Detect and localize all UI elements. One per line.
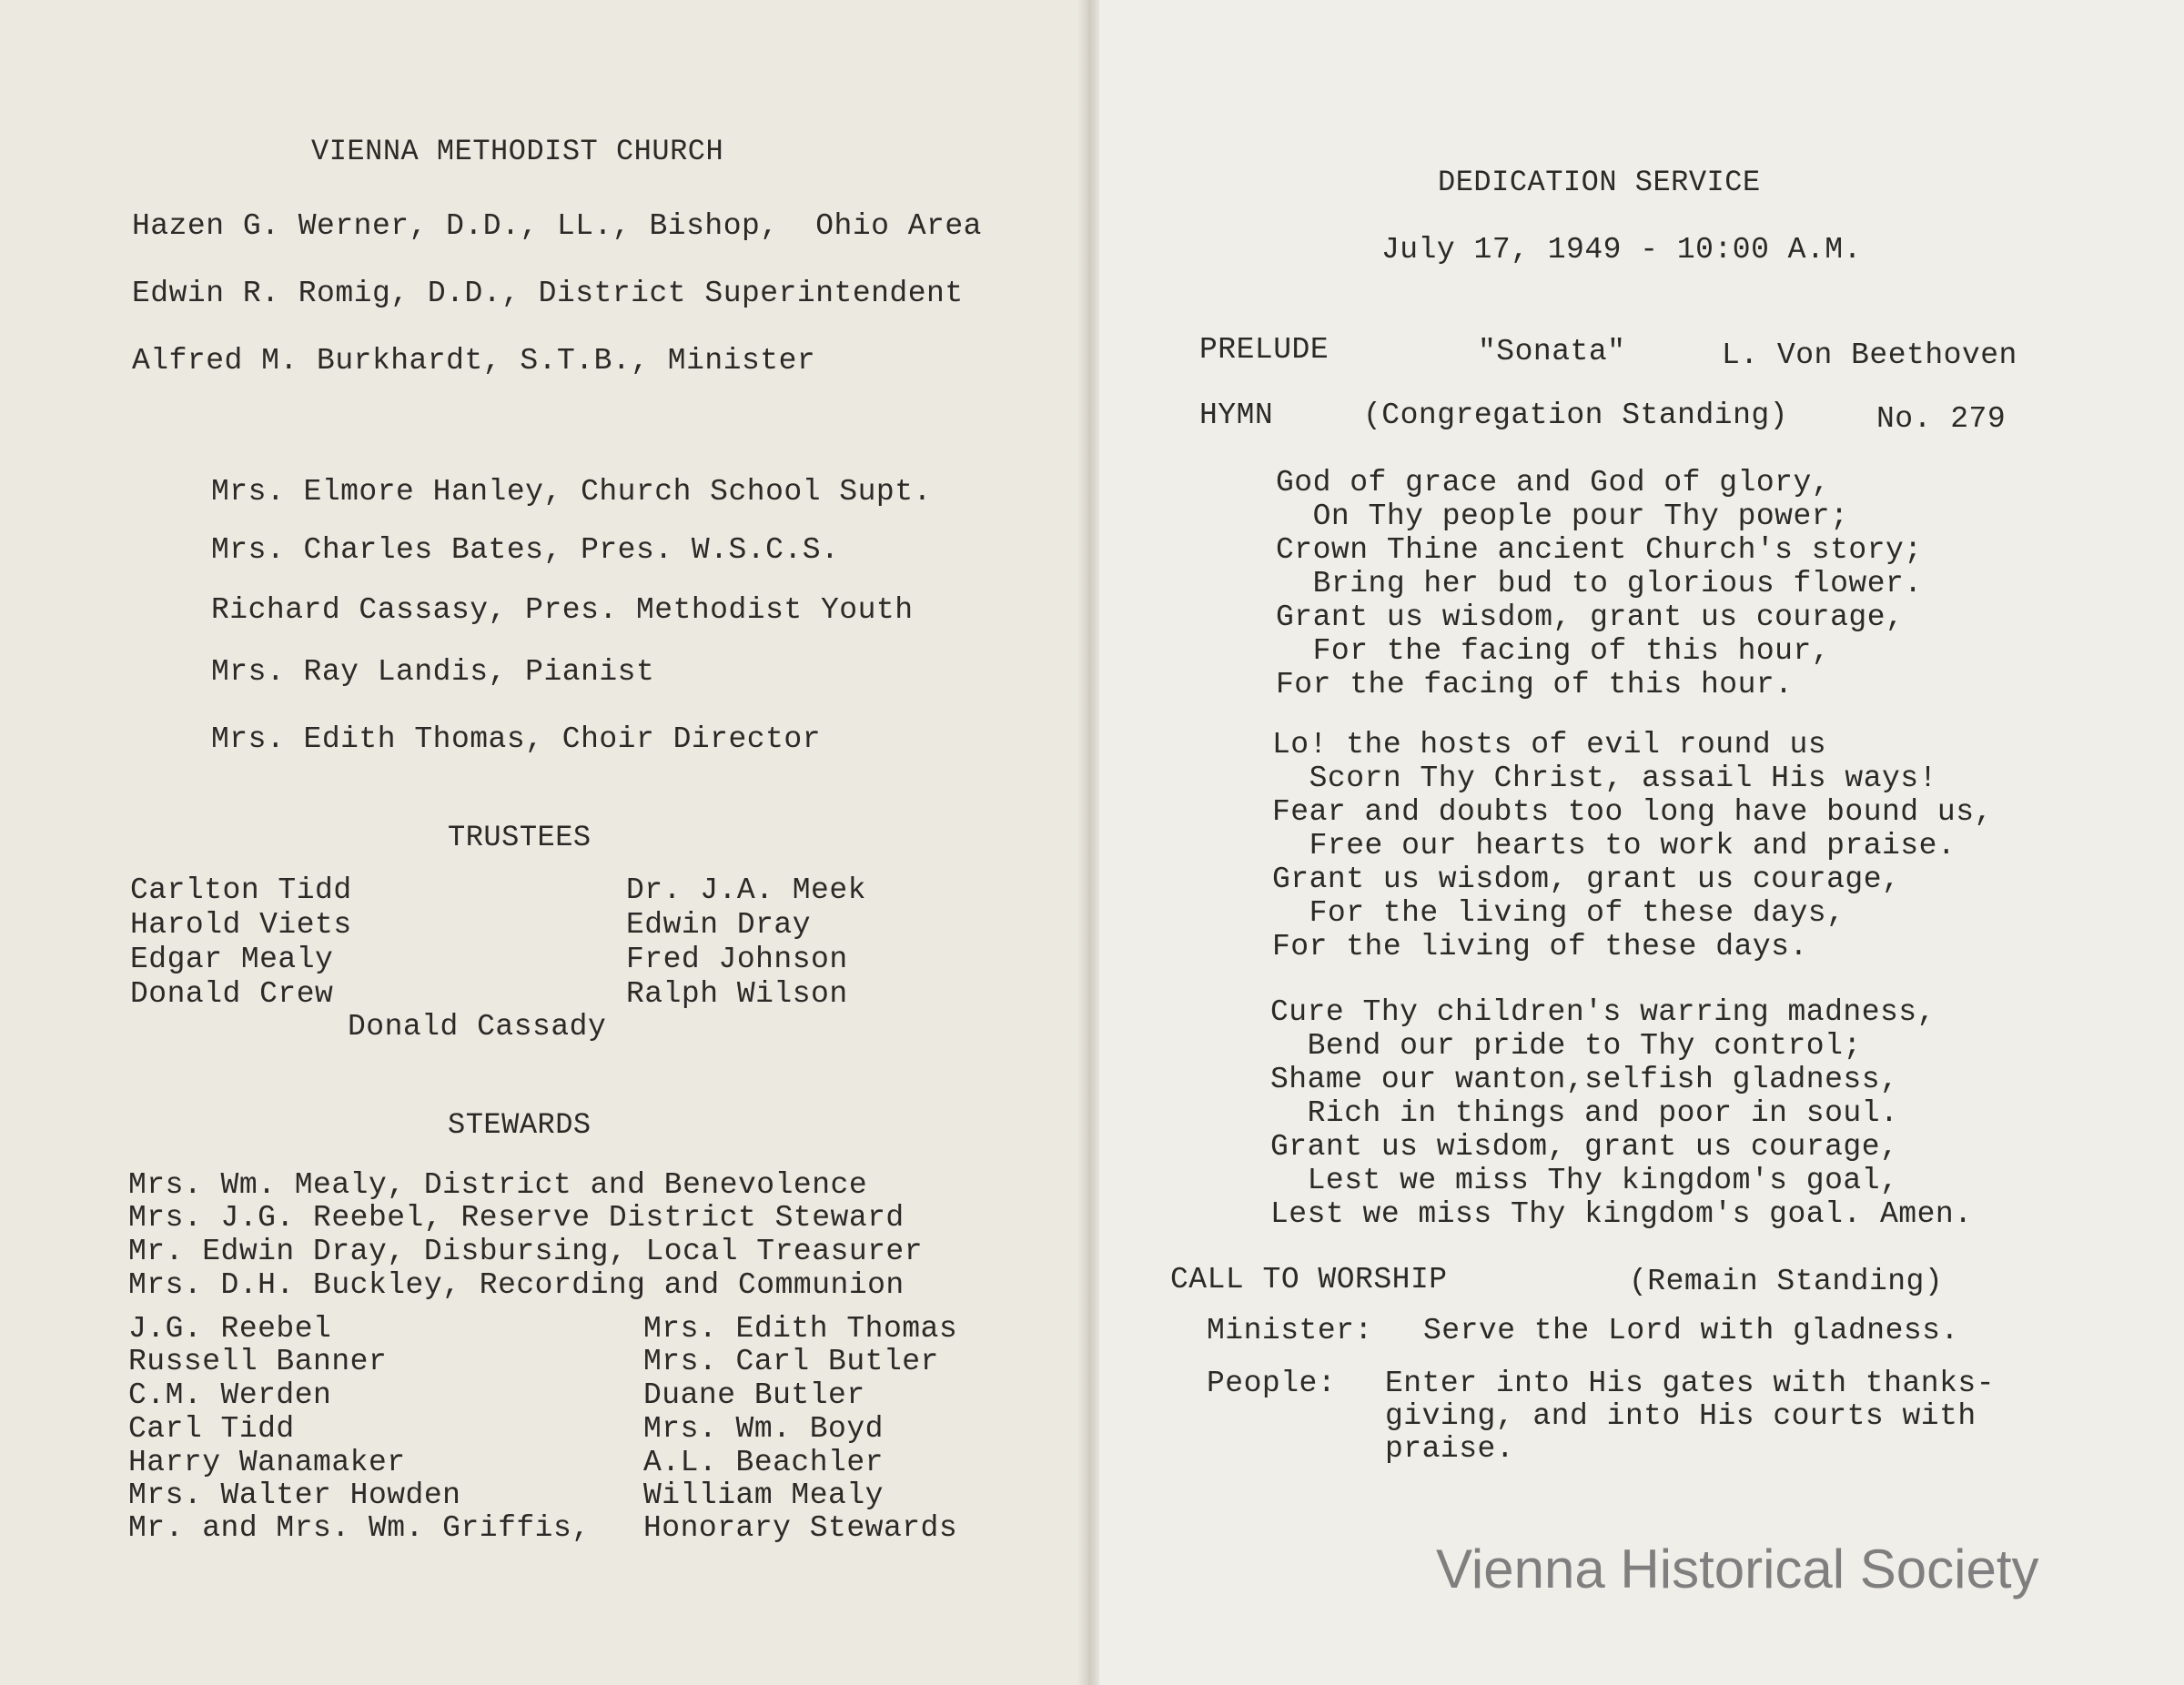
hymn-line: For the facing of this hour,: [1276, 634, 1831, 668]
minister-label: Minister:: [1207, 1314, 1373, 1347]
hymn-line: Lo! the hosts of evil round us: [1272, 728, 1827, 762]
steward-name: Mrs. Carl Butler: [643, 1345, 939, 1378]
steward-name: Duane Butler: [643, 1378, 865, 1412]
steward-name: William Mealy: [643, 1478, 884, 1512]
trustee-name: Donald Crew: [130, 977, 334, 1011]
hymn-line: Rich in things and poor in soul.: [1270, 1096, 1899, 1130]
staff-member: Richard Cassasy, Pres. Methodist Youth: [211, 593, 914, 627]
official-minister: Alfred M. Burkhardt, S.T.B., Minister: [132, 344, 816, 378]
hymn-line: Free our hearts to work and praise.: [1272, 829, 1956, 863]
steward-name: Mrs. Wm. Boyd: [643, 1412, 884, 1446]
watermark: Vienna Historical Society: [1436, 1539, 2039, 1599]
hymn-number: No. 279: [1876, 402, 2007, 436]
steward-name: Mrs. Edith Thomas: [643, 1312, 958, 1346]
hymn-line: Cure Thy children's warring madness,: [1270, 995, 1936, 1029]
hymn-line: Bring her bud to glorious flower.: [1276, 567, 1923, 600]
hymn-line: On Thy people pour Thy power;: [1276, 499, 1849, 533]
steward-role: Mrs. Wm. Mealy, District and Benevolence: [128, 1168, 868, 1202]
steward-name: Mrs. Walter Howden: [128, 1478, 461, 1512]
hymn-line: Lest we miss Thy kingdom's goal,: [1270, 1164, 1899, 1197]
trustee-name: Edwin Dray: [626, 908, 812, 942]
prelude-label: PRELUDE: [1199, 333, 1330, 367]
people-line: Enter into His gates with thanks-: [1385, 1367, 1996, 1400]
steward-name: Honorary Stewards: [643, 1511, 958, 1545]
hymn-line: For the living of these days.: [1272, 930, 1808, 964]
hymn-line: Shame our wanton,selfish gladness,: [1270, 1063, 1899, 1096]
steward-name: A.L. Beachler: [643, 1446, 884, 1479]
hymn-line: Grant us wisdom, grant us courage,: [1270, 1130, 1899, 1164]
service-title: DEDICATION SERVICE: [1438, 166, 1761, 199]
steward-name: C.M. Werden: [128, 1378, 332, 1412]
staff-member: Mrs. Ray Landis, Pianist: [211, 655, 655, 689]
steward-name: Harry Wanamaker: [128, 1446, 406, 1479]
steward-role: Mrs. D.H. Buckley, Recording and Communion: [128, 1268, 905, 1302]
left-page: [0, 0, 1088, 1685]
staff-member: Mrs. Charles Bates, Pres. W.S.C.S.: [211, 533, 840, 567]
hymn-label: HYMN: [1199, 399, 1274, 432]
people-line: praise.: [1385, 1432, 1515, 1466]
church-name: VIENNA METHODIST CHURCH: [311, 135, 724, 168]
people-label: People:: [1207, 1367, 1337, 1400]
official-bishop: Hazen G. Werner, D.D., LL., Bishop, Ohio Area: [132, 209, 982, 243]
service-date: July 17, 1949 - 10:00 A.M.: [1381, 233, 1862, 267]
call-to-worship-note: (Remain Standing): [1629, 1265, 1944, 1298]
hymn-line: God of grace and God of glory,: [1276, 466, 1831, 499]
trustee-name: Edgar Mealy: [130, 943, 334, 976]
steward-name: Russell Banner: [128, 1345, 388, 1378]
trustee-name: Fred Johnson: [626, 943, 848, 976]
prelude-piece: "Sonata": [1478, 335, 1626, 368]
steward-name: J.G. Reebel: [128, 1312, 332, 1346]
minister-text: Serve the Lord with gladness.: [1423, 1314, 1959, 1347]
steward-role: Mrs. J.G. Reebel, Reserve District Steward: [128, 1201, 905, 1235]
hymn-line: Scorn Thy Christ, assail His ways!: [1272, 762, 1937, 795]
steward-name: Carl Tidd: [128, 1412, 295, 1446]
staff-member: Mrs. Elmore Hanley, Church School Supt.: [211, 475, 932, 509]
steward-name: Mr. and Mrs. Wm. Griffis,: [128, 1511, 591, 1545]
trustee-name: Harold Viets: [130, 908, 352, 942]
hymn-note: (Congregation Standing): [1363, 399, 1788, 432]
stewards-heading: STEWARDS: [448, 1108, 592, 1142]
hymn-line: For the facing of this hour.: [1276, 668, 1794, 701]
hymn-line: For the living of these days,: [1272, 896, 1845, 930]
official-superintendent: Edwin R. Romig, D.D., District Superintendent: [132, 277, 964, 310]
steward-role: Mr. Edwin Dray, Disbursing, Local Treasurer: [128, 1235, 924, 1268]
trustee-name: Ralph Wilson: [626, 977, 848, 1011]
people-line: giving, and into His courts with: [1385, 1399, 1977, 1433]
trustees-heading: TRUSTEES: [448, 821, 592, 854]
hymn-line: Fear and doubts too long have bound us,: [1272, 795, 1993, 829]
trustee-name: Dr. J.A. Meek: [626, 873, 866, 907]
trustee-name: Donald Cassady: [348, 1010, 607, 1044]
staff-member: Mrs. Edith Thomas, Choir Director: [211, 722, 822, 756]
call-to-worship-label: CALL TO WORSHIP: [1170, 1263, 1448, 1297]
trustee-name: Carlton Tidd: [130, 873, 352, 907]
hymn-line: Bend our pride to Thy control;: [1270, 1029, 1862, 1063]
hymn-line: Lest we miss Thy kingdom's goal. Amen.: [1270, 1197, 1973, 1231]
hymn-line: Grant us wisdom, grant us courage,: [1272, 863, 1901, 896]
hymn-line: Crown Thine ancient Church's story;: [1276, 533, 1923, 567]
prelude-composer: L. Von Beethoven: [1722, 338, 2017, 372]
page-fold: [1077, 0, 1099, 1685]
hymn-line: Grant us wisdom, grant us courage,: [1276, 600, 1905, 634]
